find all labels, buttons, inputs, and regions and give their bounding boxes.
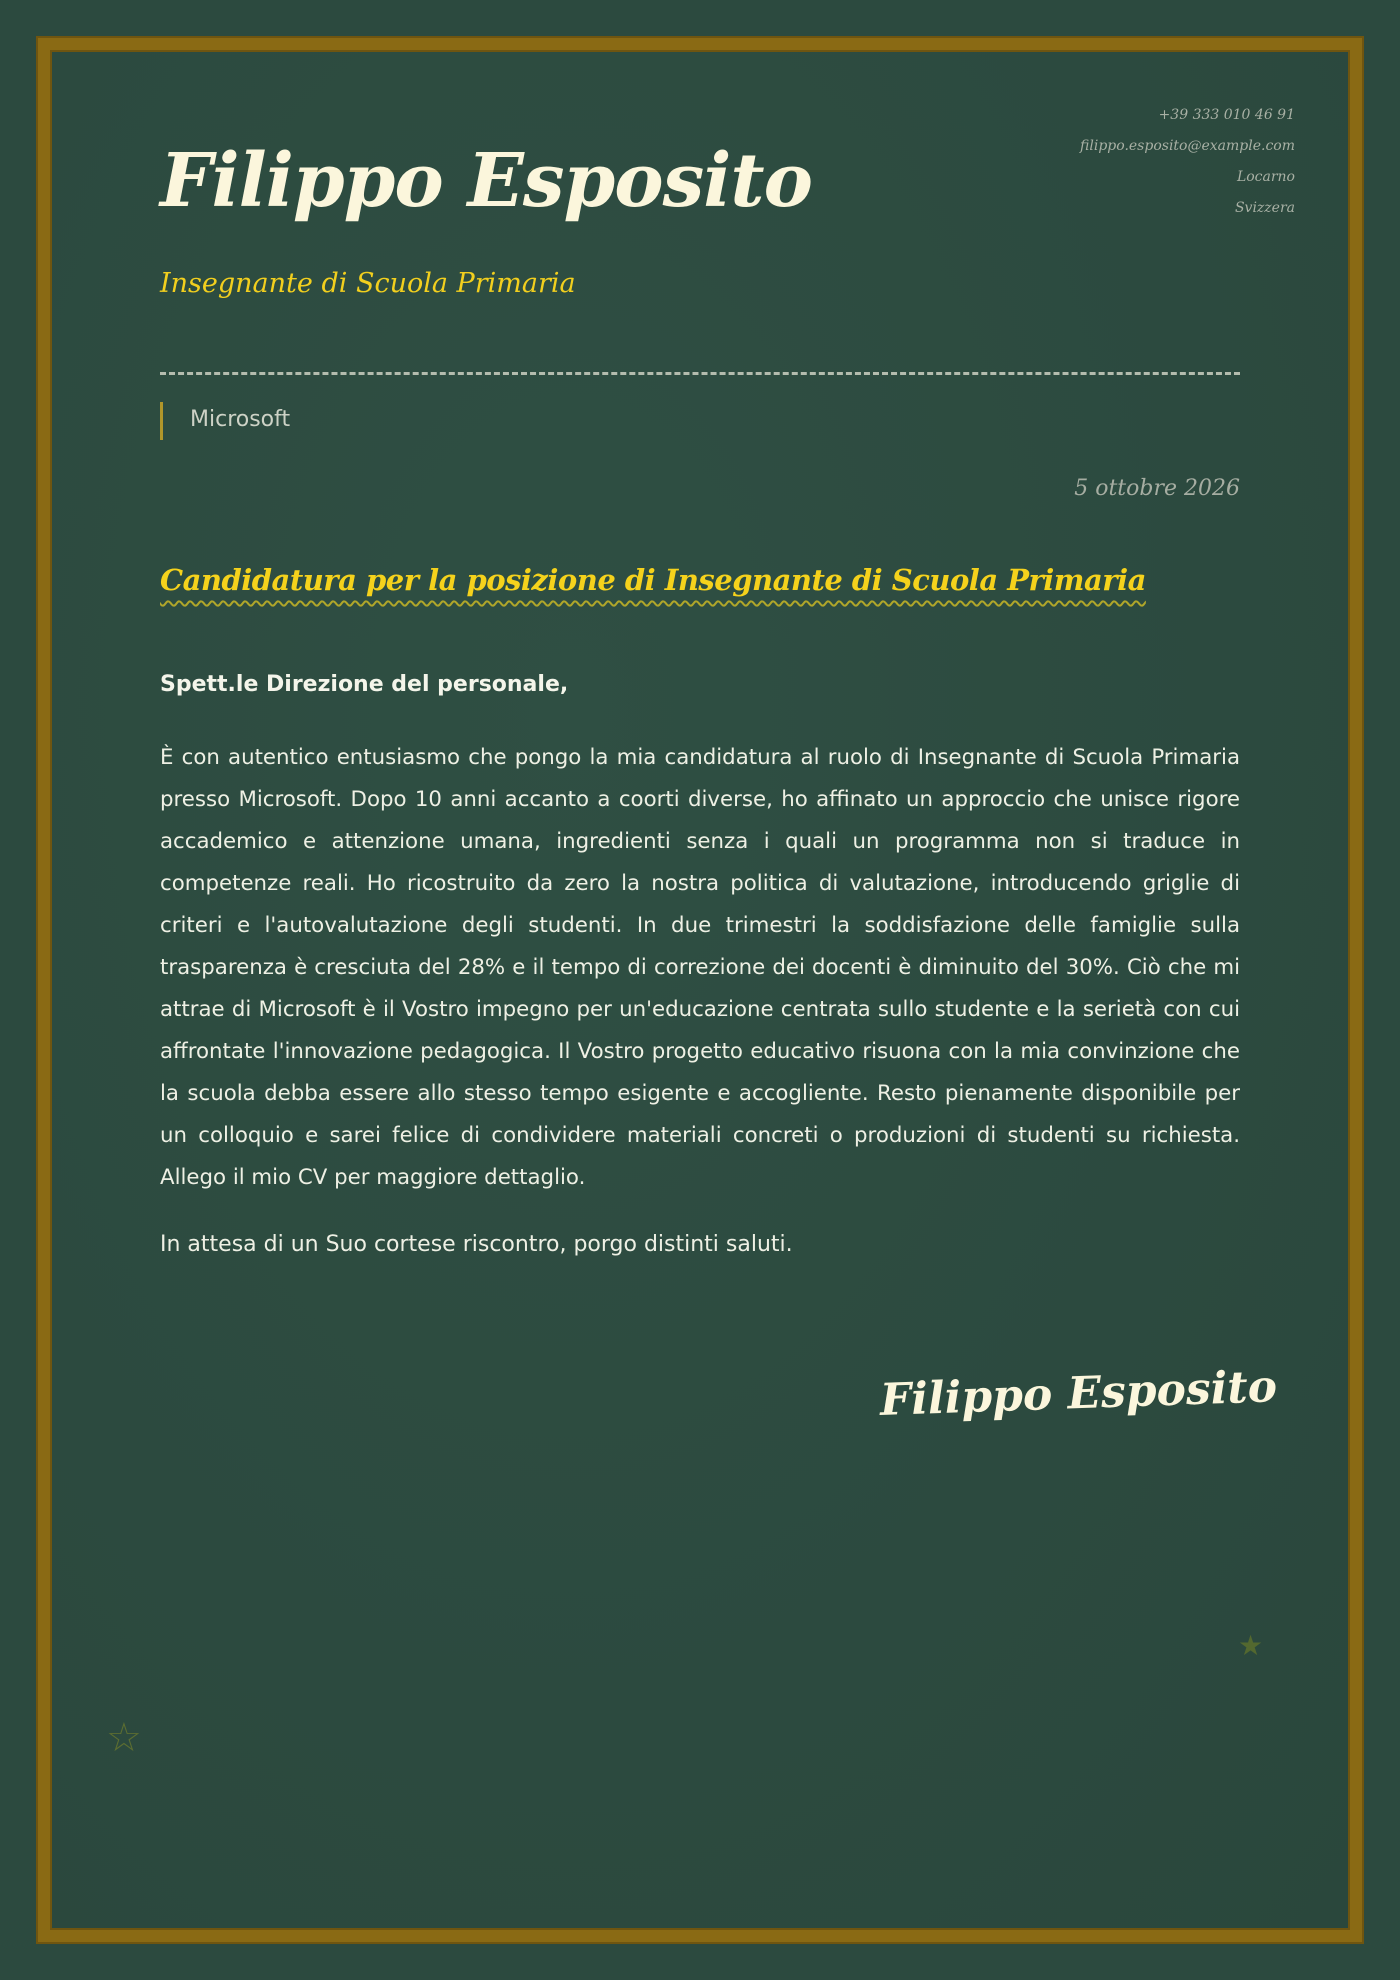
header-divider bbox=[160, 372, 1240, 375]
contact-country: Svizzera bbox=[1234, 200, 1295, 216]
contact-email: filippo.esposito@example.com bbox=[1080, 138, 1295, 154]
star-outline-icon: ☆ bbox=[106, 1715, 142, 1761]
letter-date: 5 ottobre 2026 bbox=[1074, 476, 1240, 501]
contact-info bbox=[1080, 100, 1295, 224]
letter-closing: In attesa di un Suo cortese riscontro, porgo distinti saluti. bbox=[160, 1232, 793, 1257]
contact-phone: +39 333 010 46 91 bbox=[1158, 107, 1295, 123]
letter-subject: Candidatura per la posizione di Insegnante di Scuola Primaria bbox=[160, 563, 1146, 597]
signature: Filippo Esposito bbox=[879, 1361, 1278, 1426]
contact-city: Locarno bbox=[1236, 169, 1295, 185]
recipient-company: Microsoft bbox=[160, 402, 290, 440]
letter-salutation: Spett.le Direzione del personale, bbox=[160, 672, 569, 697]
sender-role: Insegnante di Scuola Primaria bbox=[160, 268, 576, 299]
star-filled-icon: ★ bbox=[1238, 1629, 1264, 1662]
letter-body: È con autentico entusiasmo che pongo la mia candidatura al ruolo di Insegnante di Scuola Primaria presso Microsoft. Dopo 10 anni accanto a coorti diverse, ho affinato un approccio che unisce rigore accademico e attenzione umana, ingredienti senza i quali un programma non si traduce in competenze reali. Ho ricostruito da zero la nostra politica di valutazione, introducendo griglie di criteri e l'autovalutazione degli studenti. In due trimestri la soddisfazione delle famiglie sulla trasparenza è cresciuta del 28% e il tempo di correzione dei docenti è diminuito del 30%. Ciò che mi attrae di Microsoft è il Vostro impegno per un'educazione centrata sullo studente e la serietà con cui affrontate l'innovazione pedagogica. Il Vostro progetto educativo risuona con la mia convinzione che la scuola debba essere allo stesso tempo esigente e accogliente. Resto pienamente disponibile per un colloquio e sarei felice di condividere materiali concreti o produzioni di studenti su richiesta. Allego il mio CV per maggiore dettaglio. bbox=[160, 745, 1240, 1190]
sender-name: Filippo Esposito bbox=[160, 138, 812, 224]
